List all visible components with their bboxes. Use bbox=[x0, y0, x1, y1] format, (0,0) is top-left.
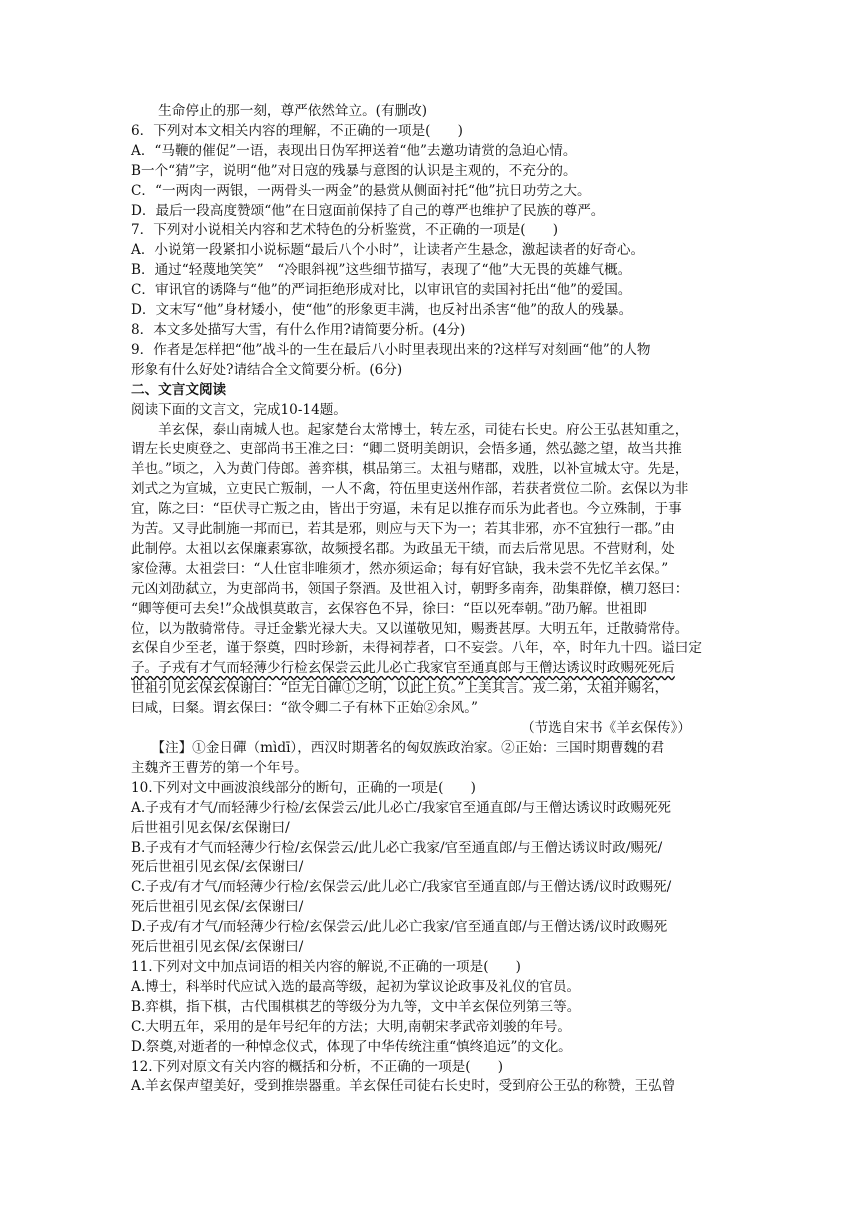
text-line: 元凶刘劭弑立，为吏部尚书，领国子祭酒。及世祖入讨，朝野多南奔，劭集群僚，横刀怒曰： bbox=[131, 580, 689, 597]
text-line: D.子戎/有才气/而轻薄少行检/玄保尝云/此儿必亡我家/官至通直郎/与王僧达诱/议时政赐死 bbox=[131, 919, 668, 936]
text-line: （节选自宋书《羊玄保传》） bbox=[521, 720, 691, 737]
text-line: 世祖引见玄保玄保谢曰：“臣无日磾①之明，以此上负。”上美其言。戎二弟，太祖并赐名， bbox=[131, 680, 669, 697]
text-line: 6．下列对本文相关内容的理解，不正确的一项是( ) bbox=[131, 122, 463, 139]
text-line: B一个“猜”字，说明“他”对日寇的残暴与意图的认识是主观的，不充分的。 bbox=[131, 162, 577, 179]
text-line: 曰咸，曰粲。谓玄保曰：“欲令卿二子有林下正始②余风。” bbox=[131, 700, 478, 717]
text-line: 12.下列对原文有关内容的概括和分析，不正确的一项是( ) bbox=[131, 1058, 504, 1075]
text-line: 形象有什么好处?请结合全文简要分析。(6分) bbox=[131, 361, 403, 378]
text-line: C．“一两肉一两银，一两骨头一两金”的悬赏从侧面衬托“他”抗日功劳之大。 bbox=[131, 182, 591, 199]
text-line: 玄保自少至老，谨于祭奠，四时珍新，未得祠荐者，口不妄尝。八年，卒，时年九十四。谥曰定 bbox=[131, 640, 702, 657]
text-line: 位，以为散骑常侍。寻迁金紫光禄大夫。又以谨敬见知，赐赉甚厚。大明五年，迁散骑常侍。 bbox=[131, 620, 689, 637]
text-line: B．通过“轻蔑地笑笑” “冷眼斜视”这些细节描写，表现了“他”大无畏的英雄气概。 bbox=[131, 262, 632, 279]
text-line: 9．作者是怎样把“他”战斗的一生在最后八小时里表现出来的?这样写对刻画“他”的人物 bbox=[131, 341, 651, 358]
text-line: 为苦。又寻此制施一邦而已，若其是邪，则应与天下为一；若其非邪，亦不宜独行一郡。”由 bbox=[131, 521, 675, 538]
text-line: 11.下列对文中加点词语的相关内容的解说,不正确的一项是( ) bbox=[131, 958, 521, 975]
text-line: A.子戎有才气/而轻薄少行检/玄保尝云/此儿必亡/我家官至通直郎/与王僧达诱议时政赐死死 bbox=[131, 799, 672, 816]
text-line: 羊玄保，泰山南城人也。起家楚台太常博士，转左丞，司徒右长史。府公王弘甚知重之， bbox=[131, 421, 689, 438]
text-line: A．“马鞭的催促”一语，表现出日伪军押送着“他”去邀功请赏的急迫心情。 bbox=[131, 142, 577, 159]
text-line: B.弈棋，指下棋，古代围棋棋艺的等级分为九等，文中羊玄保位列第三等。 bbox=[131, 998, 581, 1015]
text-line: C.子戎/有才气/而轻薄少行检/玄保尝云/此儿必亡/我家官至通直郎/与王僧达诱/议时政赐死/ bbox=[131, 879, 672, 896]
text-line: 后世祖引见玄保/玄保谢曰/ bbox=[131, 819, 290, 836]
text-line: 二、文言文阅读 bbox=[131, 381, 227, 398]
text-line: “卿等便可去矣!”众战惧莫敢言，玄保容色不异，徐曰：“臣以死奉朝。”劭乃解。世祖即 bbox=[131, 600, 647, 617]
text-line: 10.下列对文中画波浪线部分的断句，正确的一项是( ) bbox=[131, 779, 476, 796]
text-line: B.子戎有才气而轻薄少行检/玄保尝云/此儿必亡我家/官至通直郎/与王僧达诱议时政/赐死/ bbox=[131, 839, 663, 856]
text-line: D．文末写“他”身材矮小，使“他”的形象更丰满，也反衬出杀害“他”的敌人的残暴。 bbox=[131, 302, 633, 319]
text-line: 此制停。太祖以玄保廉素寡欲，故频授名郡。为政虽无干绩，而去后常见思。不营财利，处 bbox=[131, 540, 675, 557]
text-line: 宜，陈之曰：“臣伏寻亡叛之由，皆出于穷逼，未有足以推存而乐为此者也。今立殊制，于事 bbox=[131, 501, 682, 518]
text-line: 8．本文多处描写大雪，有什么作用?请简要分析。(4分) bbox=[131, 321, 466, 338]
document-page bbox=[131, 102, 731, 1097]
text-line: 7．下列对小说相关内容和艺术特色的分析鉴赏，不正确的一项是( ) bbox=[131, 222, 559, 239]
text-line: D．最后一段高度赞颂“他”在日寇面前保持了自己的尊严也维护了民族的尊严。 bbox=[131, 202, 605, 219]
text-line: C．审讯官的诱降与“他”的严词拒绝形成对比，以审讯官的卖国衬托出“他”的爱国。 bbox=[131, 282, 632, 299]
text-line: A.博士，科举时代应试入选的最高等级，起初为掌议论政事及礼仪的官员。 bbox=[131, 978, 581, 995]
text-line: 死后世祖引见玄保/玄保谢曰/ bbox=[131, 899, 304, 916]
text-line: D.祭奠,对逝者的一种悼念仪式，体现了中华传统注重“慎终追远”的文化。 bbox=[131, 1038, 572, 1055]
text-line: 家俭薄。太祖尝曰：“人仕宦非唯须才，然亦须运命；每有好官缺，我未尝不先忆羊玄保。” bbox=[131, 560, 669, 577]
text-line: A.羊玄保声望美好，受到推崇器重。羊玄保任司徒右长史时，受到府公王弘的称赞，王弘曾 bbox=[131, 1078, 676, 1095]
text-line: 死后世祖引见玄保/玄保谢曰/ bbox=[131, 859, 304, 876]
text-line: 【注】①金日磾（mìdī），西汉时期著名的匈奴族政治家。②正始：三国时期曹魏的君 bbox=[131, 740, 665, 756]
text-line: 谓左长史庾登之、吏部尚书王准之曰：“卿二贤明美朗识，会悟多通，然弘懿之望，故当共推 bbox=[131, 441, 682, 458]
text-line: 羊也。”顷之，入为黄门侍郎。善弈棋，棋品第三。太祖与赌郡，戏胜，以补宣城太守。先是， bbox=[131, 461, 689, 478]
text-line: 生命停止的那一刻，尊严依然耸立。(有删改) bbox=[131, 103, 428, 119]
text-line: 子。子戎有才气而轻薄少行检玄保尝云此儿必亡我家官至通真郎与王僧达诱议时政赐死死后 bbox=[131, 660, 675, 677]
text-line: 阅读下面的文言文，完成10-14题。 bbox=[131, 401, 347, 418]
text-line: 刘式之为宣城，立吏民亡叛制，一人不禽，符伍里吏送州作部，若获者赏位二阶。玄保以为非 bbox=[131, 481, 689, 498]
text-line: A．小说第一段紧扣小说标题“最后八个小时”，让读者产生悬念，激起读者的好奇心。 bbox=[131, 242, 645, 259]
text-line: C.大明五年，采用的是年号纪年的方法；大明,南朝宋孝武帝刘骏的年号。 bbox=[131, 1018, 571, 1035]
text-line: 主魏齐王曹芳的第一个年号。 bbox=[131, 759, 308, 776]
text-line: 死后世祖引见玄保/玄保谢曰/ bbox=[131, 939, 304, 956]
